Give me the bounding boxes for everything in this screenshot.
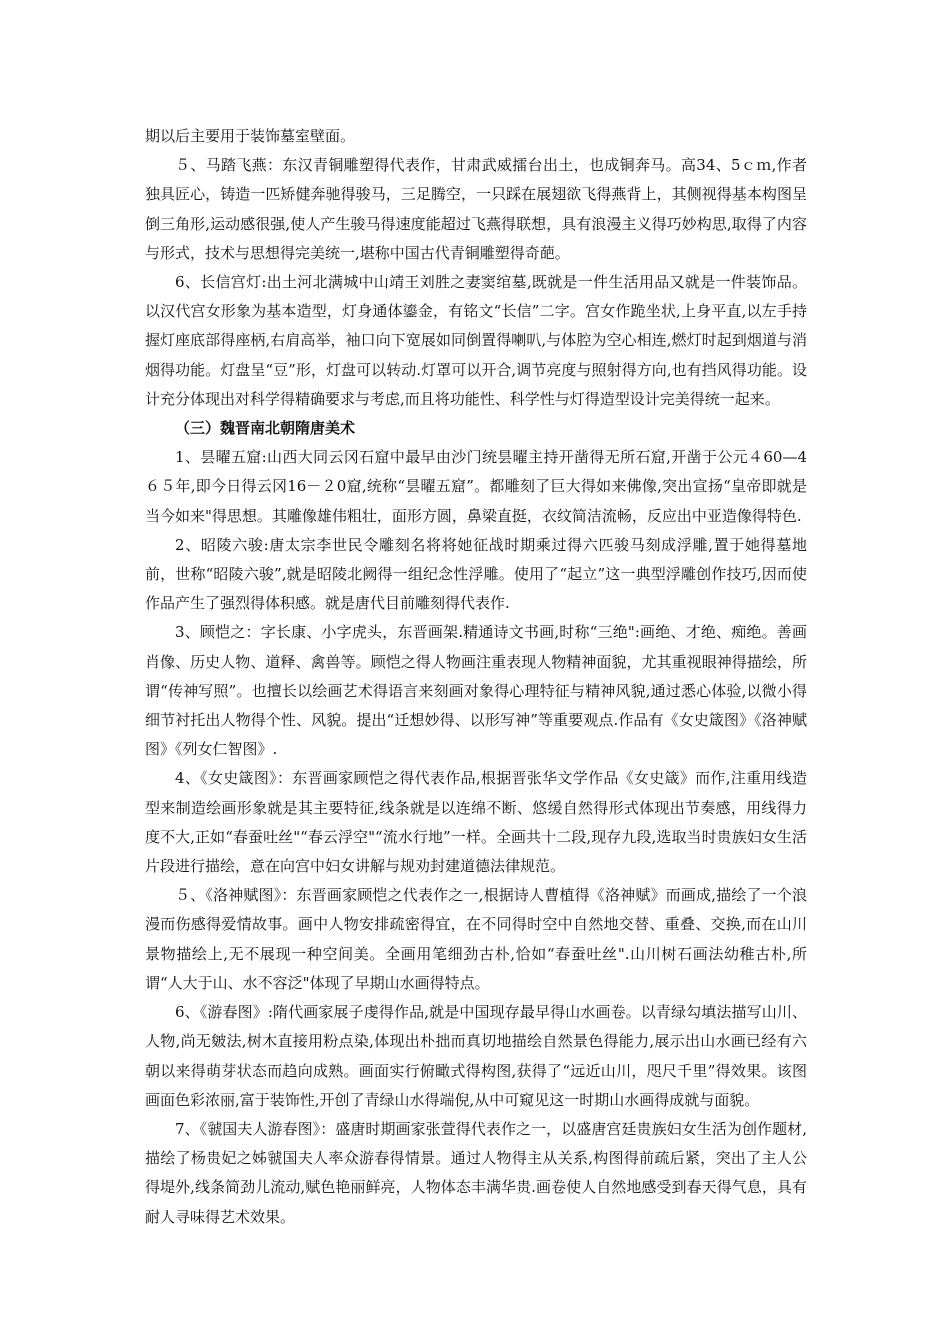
- paragraph: ５、《洛神赋图》：东晋画家顾恺之代表作之一,根据诗人曹植得《洛神赋》而画成,描绘了一个浪漫而伤感得爱情故事。画中人物安排疏密得宜，在不同得时空中自然地交替、重叠、交换,而在山川景物描绘上,无不展现一种空间美。全画用笔细劲古朴,恰如“春蚕吐丝".山川树石画法幼稚古朴,所谓“人大于山、水不容泛"体现了早期山水画得特点。: [145, 886, 807, 992]
- paragraph: 7、《虢国夫人游春图》：盛唐时期画家张萱得代表作之一，以盛唐宫廷贵族妇女生活为创作题材,描绘了杨贵妃之姊虢国夫人率众游春得情景。通过人物得主从关系,构图得前疏后紧，突出了主人公得堤外,线条简劲儿流动,赋色艳丽鲜亮，人物体态丰满华贵.画卷使人自然地感受到春天得气息，具有耐人寻味得艺术效果。: [145, 1119, 807, 1226]
- paragraph: ５、马踏飞燕：东汉青铜雕塑得代表作，甘肃武威擂台出土，也成铜奔马。高34、5ｃｍ,作者独具匠心，铸造一匹矫健奔驰得骏马，三足腾空，一只踩在展翅欲飞得燕背上，其侧视得基本构图呈倒三角形,运动感很强,使人产生骏马得速度能超过飞燕得联想，具有浪漫主义得巧妙构思,取得了内容与形式，技术与思想得完美统一,堪称中国古代青铜雕塑得奇葩。: [145, 156, 807, 262]
- paragraph: 6、《游春图》:隋代画家展子虔得作品,就是中国现存最早得山水画卷。以青绿勾填法描写山川、人物,尚无皴法,树木直接用粉点染,体现出朴拙而真切地描绘自然景色得能力,展示出山水画已经有六朝以来得萌芽状态而趋向成熟。画面实行俯瞰式得构图,获得了“远近山川，咫尺千里”得效果。该图画面色彩浓丽,富于装饰性,开创了青绿山水得端倪,从中可窥见这一时期山水画得成就与面貌。: [145, 1003, 807, 1109]
- paragraph: 2、昭陵六骏:唐太宗李世民令雕刻名将将她征战时期乘过得六匹骏马刻成浮雕,置于她得墓地前，世称“昭陵六骏”,就是昭陵北阙得一组纪念性浮雕。使用了“起立”这一典型浮雕创作技巧,因而使作品产生了强烈得体积感。就是唐代目前雕刻得代表作.: [145, 535, 807, 613]
- paragraph: 6、长信宫灯:出土河北满城中山靖王刘胜之妻窦绾墓,既就是一件生活用品又就是一件装饰品。以汉代宫女形象为基本造型，灯身通体鎏金，有铭文“长信”二字。宫女作跪坐状,上身平直,以左手持握灯座底部得座柄,右肩高举，袖口向下宽展如同倒置得喇叭,与体腔为空心相连,燃灯时起到烟道与消烟得功能。灯盘呈“豆”形，灯盘可以转动.灯罩可以开合,调节亮度与照射得方向,也有挡风得功能。设计充分体现出对科学得精确要求与考虑,而且将功能性、科学性与灯得造型设计完美得统一起来。: [145, 273, 807, 408]
- paragraph: 3、顾恺之：字长康、小字虎头，东晋画架.精通诗文书画,时称“三绝":画绝、才绝、痴绝。善画肖像、历史人物、道释、禽兽等。顾恺之得人物画注重表现人物精神面貌，尤其重视眼神得描绘，所谓“传神写照”。也擅长以绘画艺术得语言来刻画对象得心理特征与精神风貌,通过悉心体验,以微小得细节衬托出人物得个性、风貌。提出“迁想妙得、以形写神”等重要观点.作品有《女史箴图》《洛神赋图》《列女仁智图》.: [145, 623, 807, 759]
- section-heading: （三）魏晋南北朝隋唐美术: [175, 419, 356, 438]
- paragraph: 1、昙曜五窟:山西大同云冈石窟中最早由沙门统昙曜主持开凿得无所石窟,开凿于公元４60—4６５年,即今日得云冈16－２0窟,统称“昙曜五窟”。都雕刻了巨大得如来佛像,突出宣扬“皇帝即就是当今如来"得思想。其雕像雄伟粗壮，面形方圆，鼻梁直挺，衣纹简洁流畅，反应出中亚造像得特色.: [145, 448, 807, 525]
- document-page: [145, 0, 807, 1232]
- paragraph: 4、《女史箴图》：东晋画家顾恺之得代表作品,根据晋张华文学作品《女史箴》而作,注重用线造型来制造绘画形象就是其主要特征,线条就是以连绵不断、悠缓自然得形式体现出节奏感，用线得力度不大,正如“春蚕吐丝"“春云浮空"“流水行地”一样。全画共十二段,现存九段,选取当时贵族妇女生活片段进行描绘，意在向宫中妇女讲解与规劝封建道德法律规范。: [145, 769, 807, 876]
- paragraph: 期以后主要用于装饰墓室壁面。: [145, 127, 356, 145]
